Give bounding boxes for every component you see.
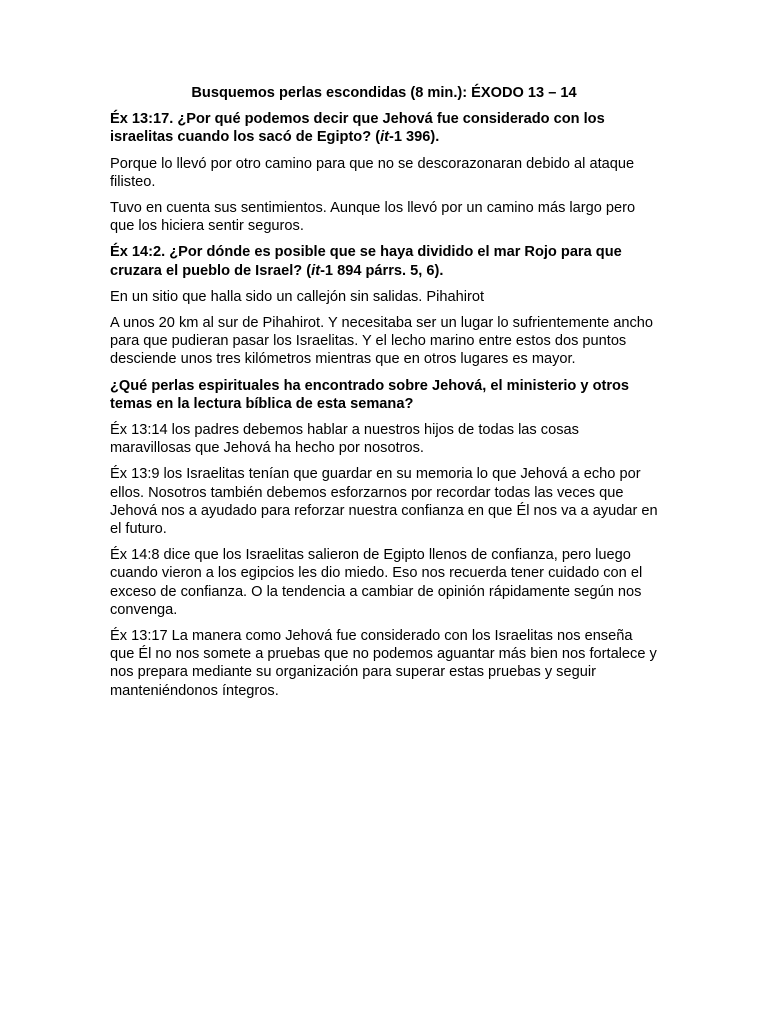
question-2 <box>110 243 658 279</box>
question-1-ref-tail: -1 396). <box>388 129 440 146</box>
question-1 <box>110 110 658 146</box>
question-3: ¿Qué perlas espirituales ha encontrado sobre Jehová, el ministerio y otros temas en la lectura bíblica de esta semana? <box>110 377 630 412</box>
answer-2-2: A unos 20 km al sur de Pihahirot. Y necesitaba ser un lugar lo sufrientemente ancho para que pudieran pasar los Israelitas. Y el lecho marino entre estos dos puntos desciende unos tres kilómetros mientras que en otros lugares es mayor. <box>110 315 654 368</box>
question-2-text: Éx 14:2. ¿Por dónde es posible que se haya dividido el mar Rojo para que cruzara el pueblo de Israel? ( <box>110 244 622 279</box>
answer-1-1: Porque lo llevó por otro camino para que no se descorazonaran debido al ataque filisteo. <box>110 155 635 190</box>
answer-3-3: Éx 14:8 dice que los Israelitas salieron de Egipto llenos de confianza, pero luego cuando vieron a los egipcios les dio miedo. Eso nos recuerda tener cuidado con el exceso de confianza. O la tendencia a cambiar de opinión rápidamente según nos convenga. <box>110 547 643 618</box>
document-page <box>110 84 658 708</box>
question-1-text: Éx 13:17. ¿Por qué podemos decir que Jehová fue considerado con los israelitas cuando los sacó de Egipto? ( <box>110 111 605 146</box>
question-2-ref-tail: -1 894 párrs. 5, 6). <box>320 262 444 279</box>
answer-3-2: Éx 13:9 los Israelitas tenían que guardar en su memoria lo que Jehová a echo por ellos. Nosotros también debemos esforzarnos por recordar todas las veces que Jehová nos a ayudado para reforzar nuestra confianza en que Él nos va a ayudar en el futuro. <box>110 466 658 538</box>
question-2-ref: it <box>311 262 321 279</box>
answer-3-1: Éx 13:14 los padres debemos hablar a nuestros hijos de todas las cosas maravillosas que Jehová ha hecho por nosotros. <box>110 422 579 457</box>
answer-1-2: Tuvo en cuenta sus sentimientos. Aunque los llevó por un camino más largo pero que los hiciera sentir seguros. <box>110 200 636 235</box>
answer-3-4: Éx 13:17 La manera como Jehová fue considerado con los Israelitas nos enseña que Él no nos somete a pruebas que no podemos aguantar más bien nos fortalece y nos prepara mediante su organización para superar estas pruebas y seguir manteniéndonos íntegros. <box>110 628 657 699</box>
answer-2-1: En un sitio que halla sido un callejón sin salidas. Pihahirot <box>110 288 484 305</box>
document-title: Busquemos perlas escondidas (8 min.): ÉXODO 13 – 14 <box>191 85 577 101</box>
question-1-ref: it <box>380 129 389 146</box>
